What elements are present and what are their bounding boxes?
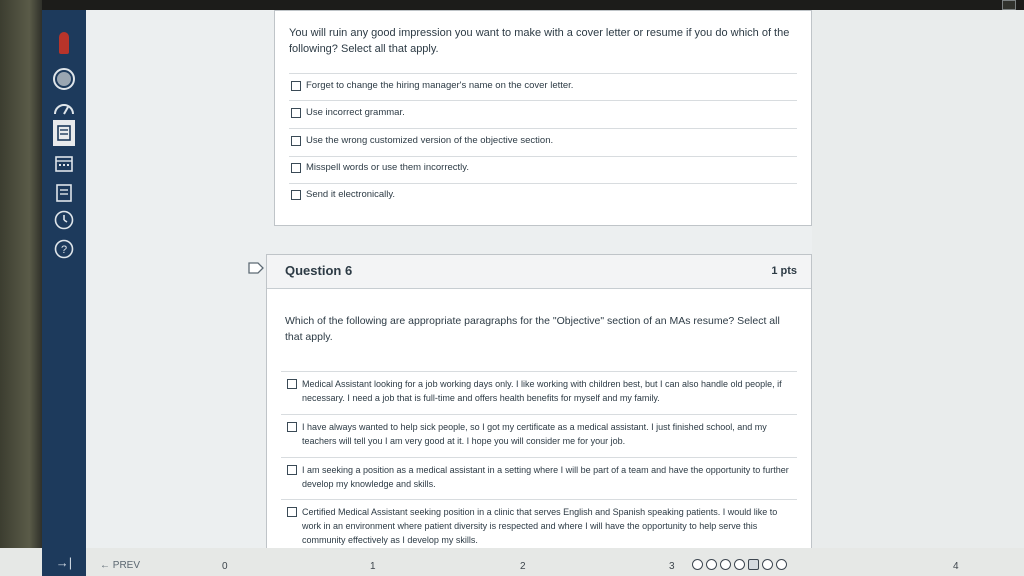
answer-label: I have always wanted to help sick people, so I got my certificate as a medical assistant. I just finished school, and my teachers will tell you I am very good at it. I hope you will consider me for your job. <box>302 422 767 446</box>
svg-text:?: ? <box>60 244 68 256</box>
divider <box>289 128 797 129</box>
answer-option[interactable] <box>287 505 795 547</box>
divider <box>289 100 797 101</box>
progress-dot[interactable] <box>706 559 717 570</box>
divider <box>281 499 797 500</box>
question-points: 1 pts <box>771 265 797 277</box>
question-header <box>267 255 811 289</box>
checkbox[interactable] <box>287 422 297 432</box>
answer-option[interactable] <box>291 161 797 175</box>
answer-label: Use incorrect grammar. <box>306 107 405 118</box>
calendar-icon[interactable] <box>51 151 77 177</box>
answer-option[interactable] <box>291 188 797 202</box>
answer-label: Medical Assistant looking for a job working days only. I like working with children best, but I can also handle old people, if necessary. I need a job that is full-time and offers health benefits for myself and my family. <box>302 379 782 403</box>
question-5-card <box>274 10 812 226</box>
flag-question-icon[interactable] <box>248 262 264 274</box>
timeline-tick: 3 <box>669 561 675 572</box>
progress-dot[interactable] <box>720 559 731 570</box>
answer-option[interactable] <box>287 463 795 491</box>
inbox-icon[interactable] <box>51 180 77 206</box>
help-icon[interactable] <box>51 236 77 262</box>
account-icon[interactable] <box>51 66 77 92</box>
divider <box>281 371 797 372</box>
divider <box>281 414 797 415</box>
timeline-tick: 1 <box>370 561 376 572</box>
progress-dot[interactable] <box>734 559 745 570</box>
window-icon <box>1002 0 1016 10</box>
answer-option[interactable] <box>287 420 795 448</box>
history-icon[interactable] <box>51 207 77 233</box>
divider <box>289 73 797 74</box>
progress-dot-current[interactable] <box>748 559 759 570</box>
progress-dot[interactable] <box>776 559 787 570</box>
timeline-tick: 0 <box>222 561 228 572</box>
divider <box>281 457 797 458</box>
collapse-nav-icon[interactable]: →| <box>42 548 86 576</box>
dashboard-icon[interactable] <box>51 96 77 122</box>
monitor-top-bezel <box>0 0 1024 10</box>
checkbox[interactable] <box>287 465 297 475</box>
timeline-tick: 4 <box>953 561 959 572</box>
divider <box>289 156 797 157</box>
checkbox[interactable] <box>291 81 301 91</box>
checkbox[interactable] <box>291 136 301 146</box>
answer-label: Certified Medical Assistant seeking position in a clinic that serves English and Spanish speaking patients. I would like to work in an environment where patient diversity is respected and where I will have the opportunity to help serve this community effectively as I develop my skills. <box>302 507 778 545</box>
checkbox[interactable] <box>287 379 297 389</box>
answer-option[interactable] <box>291 106 797 120</box>
courses-icon[interactable] <box>53 120 75 146</box>
answer-label: Send it electronically. <box>306 189 396 200</box>
right-background <box>812 10 1024 548</box>
global-nav <box>42 10 86 548</box>
checkbox[interactable] <box>291 190 301 200</box>
question-progress-dots <box>692 559 787 570</box>
divider <box>289 183 797 184</box>
question-6-prompt: Which of the following are appropriate paragraphs for the "Objective" section of an MAs resume? Select all that apply. <box>285 315 780 343</box>
progress-dot[interactable] <box>762 559 773 570</box>
answer-label: I am seeking a position as a medical assistant in a setting where I will be part of a team and have the opportunity to further develop my knowledge and skills. <box>302 465 789 489</box>
question-6-card <box>266 254 812 548</box>
checkbox[interactable] <box>291 108 301 118</box>
answer-label: Forget to change the hiring manager's name on the cover letter. <box>306 80 574 91</box>
question-5-prompt: You will ruin any good impression you want to make with a cover letter or resume if you do which of the following? Select all that apply. <box>289 27 790 55</box>
checkbox[interactable] <box>291 163 301 173</box>
bottom-nav-bar <box>0 548 1024 576</box>
answer-label: Use the wrong customized version of the objective section. <box>306 135 554 146</box>
question-title: Question 6 <box>285 263 353 278</box>
logo-icon[interactable] <box>59 32 69 54</box>
timeline-tick: 2 <box>520 561 526 572</box>
monitor-left-bezel <box>0 0 42 576</box>
checkbox[interactable] <box>287 507 297 517</box>
answer-label: Misspell words or use them incorrectly. <box>306 162 469 173</box>
progress-dot[interactable] <box>692 559 703 570</box>
prev-button[interactable]: ← PREV <box>100 560 141 571</box>
answer-option[interactable] <box>291 134 797 148</box>
answer-option[interactable] <box>287 377 795 405</box>
answer-option[interactable] <box>291 79 797 93</box>
